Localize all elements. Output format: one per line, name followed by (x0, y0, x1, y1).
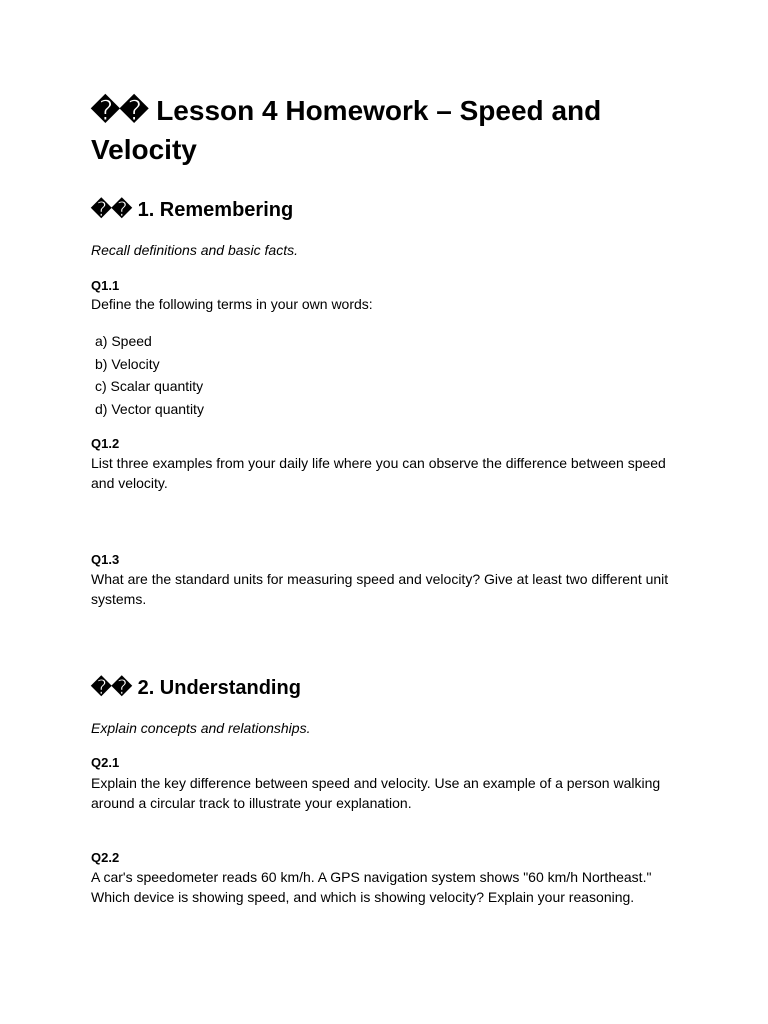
section-heading-understanding: �� 2. Understanding (91, 677, 301, 699)
option-item: d) Vector quantity (95, 400, 204, 417)
section-intro-understanding: Explain concepts and relationships. (91, 720, 311, 736)
section-heading-remembering: �� 1. Remembering (91, 199, 294, 221)
question-text-q1-2: List three examples from your daily life where you can observe the difference between speed and velocity. (91, 455, 666, 491)
question-text-q1-3: What are the standard units for measuring speed and velocity? Give at least two different unit systems. (91, 571, 669, 607)
section-intro-remembering: Recall definitions and basic facts. (91, 242, 298, 258)
question-label-q2-1: Q2.1 (91, 755, 120, 770)
question-text-q2-1: Explain the key difference between speed and velocity. Use an example of a person walking around a circular track to illustrate your explanation. (91, 775, 661, 811)
question-label-q1-2: Q1.2 (91, 436, 120, 451)
option-item: b) Velocity (95, 355, 160, 372)
option-list-q1-1 (95, 330, 204, 420)
question-label-q2-2: Q2.2 (91, 850, 120, 865)
option-item: a) Speed (95, 333, 152, 349)
page-title: �� Lesson 4 Homework – Speed and Velocity (91, 95, 602, 165)
question-label-q1-3: Q1.3 (91, 552, 120, 567)
question-label-q1-1: Q1.1 (91, 278, 120, 293)
question-text-q1-1: Define the following terms in your own words: (91, 296, 373, 312)
question-text-q2-2: A car's speedometer reads 60 km/h. A GPS navigation system shows "60 km/h Northeast." Which device is showing speed, and which is showing velocity? Explain your reasoning. (91, 869, 652, 905)
option-item: c) Scalar quantity (95, 378, 204, 394)
